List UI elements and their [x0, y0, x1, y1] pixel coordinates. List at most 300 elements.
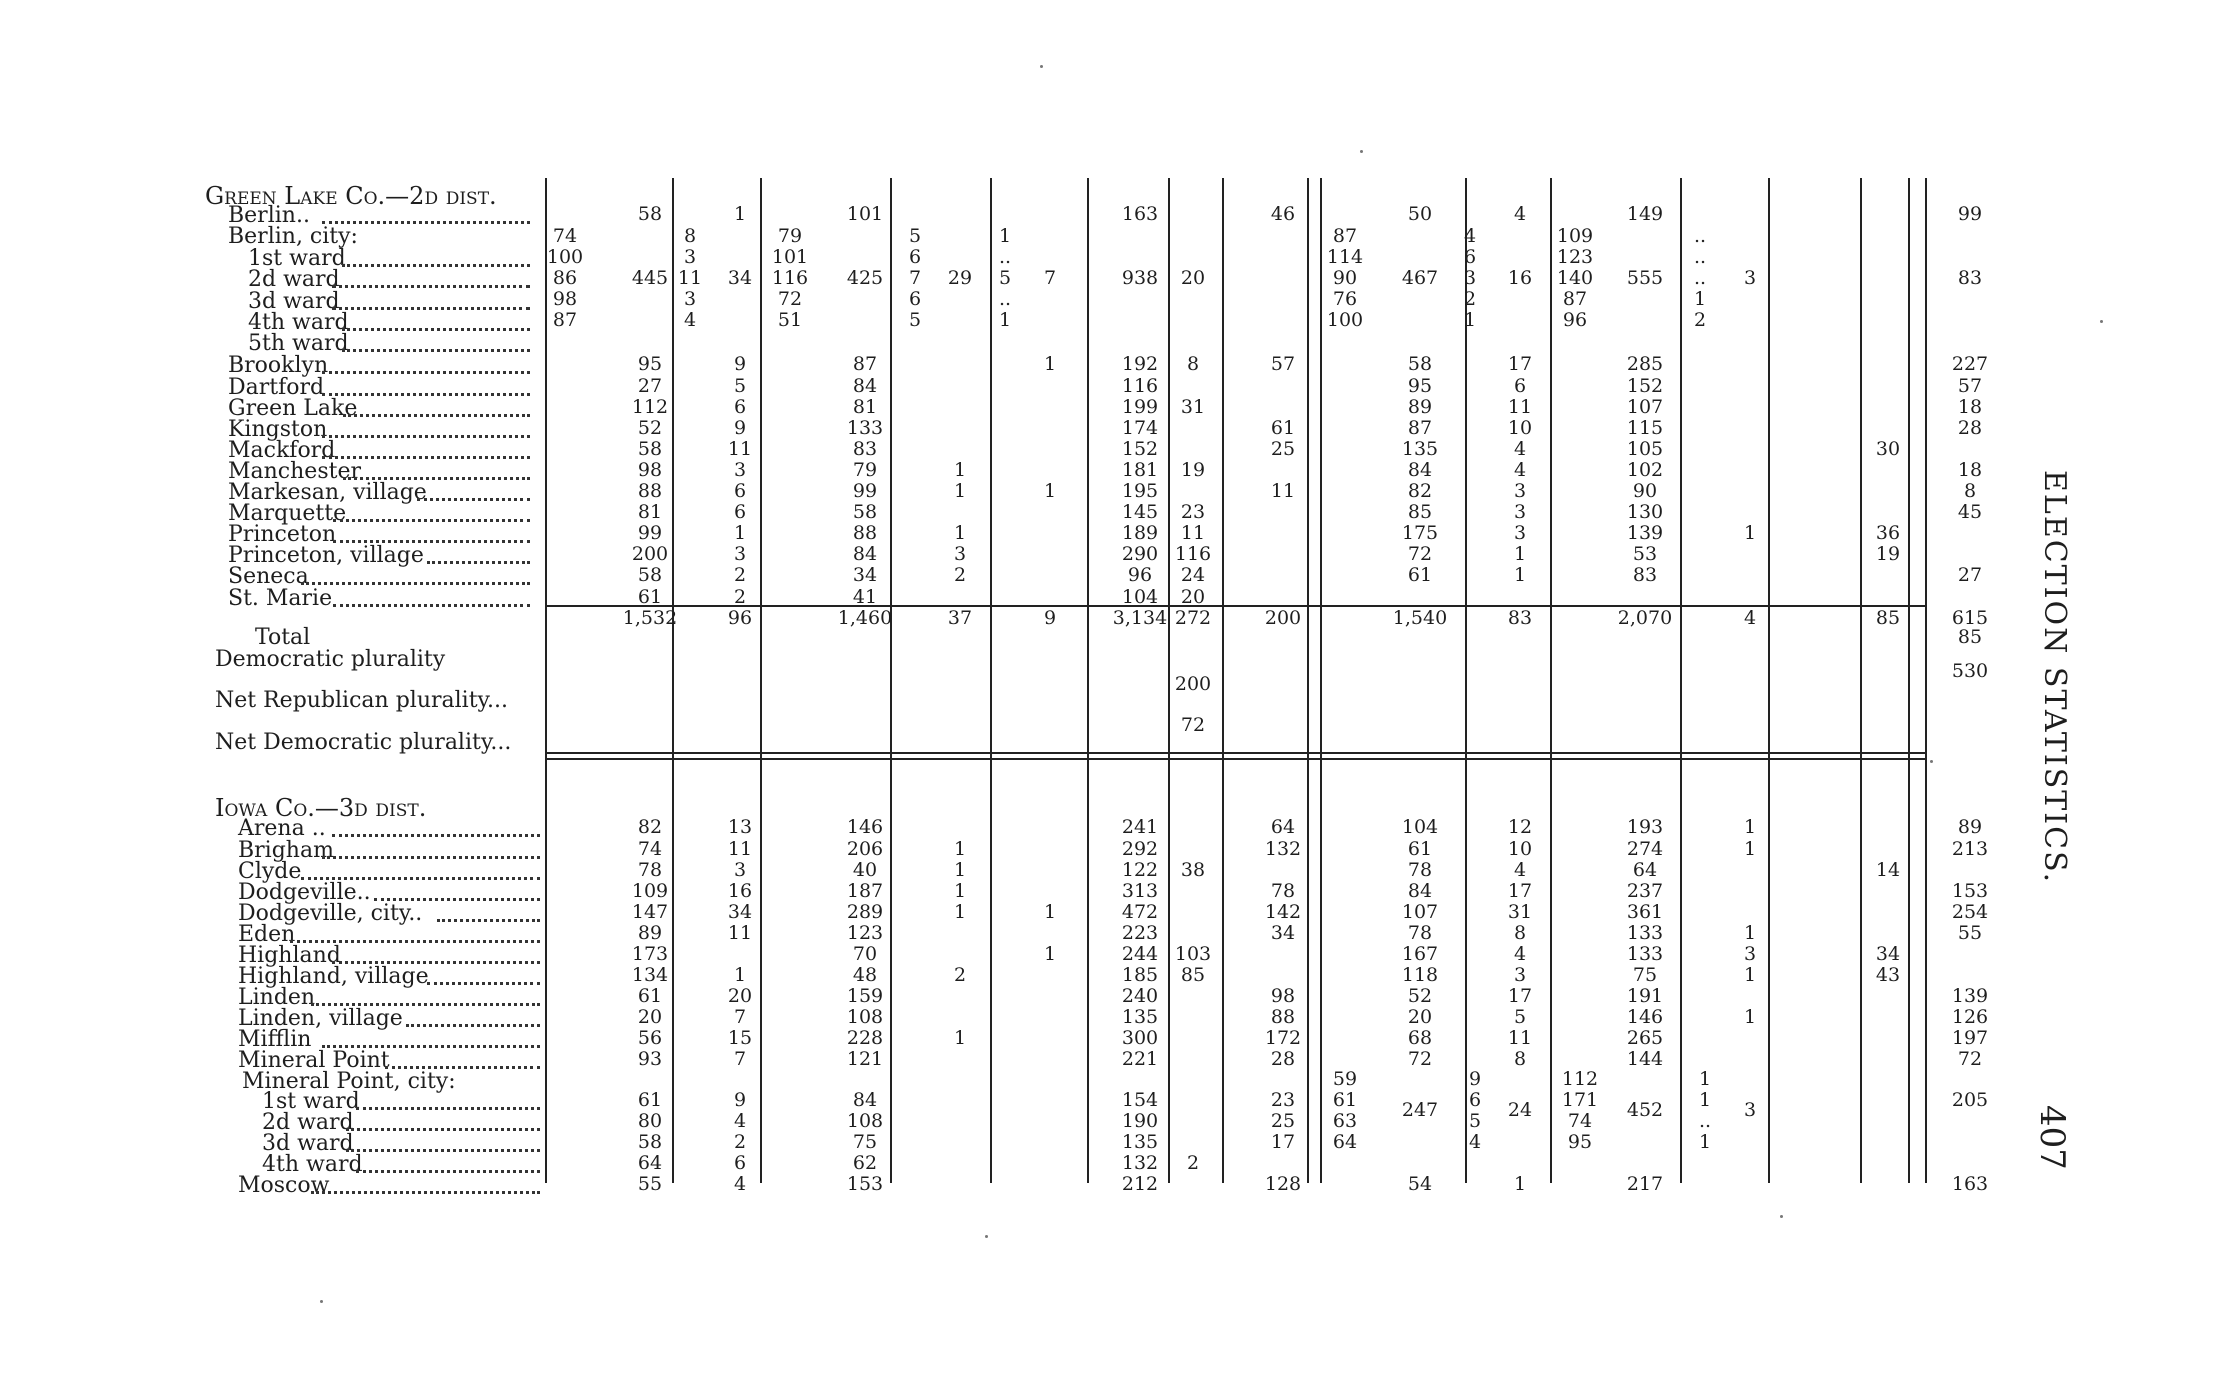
cell-value: 1	[953, 859, 967, 881]
cell-value: 30	[1875, 438, 1901, 460]
ward-value: 3	[683, 288, 697, 310]
ward-value: 123	[1556, 246, 1594, 268]
ward-value: 112	[1561, 1068, 1599, 1090]
cell-value: 6	[1513, 375, 1527, 397]
cell-value: 147	[631, 901, 669, 923]
leader-dots	[417, 498, 531, 501]
cell-value: 292	[1121, 838, 1159, 860]
row-label: Princeton, village	[228, 543, 424, 568]
ward-value: 1	[998, 225, 1012, 247]
cell-value: 8	[1513, 922, 1527, 944]
cell-value: 11	[727, 922, 753, 944]
cell-value: 102	[1626, 459, 1664, 481]
ward-value: ..	[1698, 1110, 1712, 1132]
cell-value: 38	[1180, 859, 1206, 881]
cell-value: 132	[1264, 838, 1302, 860]
column-rule	[1087, 178, 1089, 1183]
cell-value: 5	[733, 375, 747, 397]
ward-value: 116	[771, 267, 809, 289]
total-value: 3,134	[1112, 607, 1168, 629]
leader-dots	[332, 307, 531, 310]
ward-value: 87	[1332, 225, 1358, 247]
cell-value: 4	[1513, 203, 1527, 225]
cell-value: 1	[953, 480, 967, 502]
cell-value: 2	[1186, 1152, 1200, 1174]
total-value: 1,460	[837, 607, 893, 629]
cell-value: 84	[852, 543, 878, 565]
cell-value: 1	[1043, 480, 1057, 502]
cell-value: 163	[1951, 1173, 1989, 1195]
ward-value: 100	[546, 246, 584, 268]
cell-value: 61	[1270, 417, 1296, 439]
cell-value: 189	[1121, 522, 1159, 544]
cell-value: 62	[852, 1152, 878, 1174]
ward-value: 5	[1468, 1110, 1482, 1132]
cell-value: 31	[1180, 396, 1206, 418]
cell-value: 25	[1270, 438, 1296, 460]
cell-value: 174	[1121, 417, 1159, 439]
cell-value: 54	[1407, 1173, 1433, 1195]
row-label: Green Lake	[228, 396, 358, 421]
cell-value: 142	[1264, 901, 1302, 923]
leader-dots	[322, 371, 530, 374]
cell-value: 82	[1407, 480, 1433, 502]
cell-value: 61	[637, 586, 663, 608]
cell-value: 109	[631, 880, 669, 902]
city-total: 20	[1180, 267, 1206, 289]
cell-value: 118	[1401, 964, 1439, 986]
cell-value: 289	[846, 901, 884, 923]
cell-value: 1	[733, 522, 747, 544]
cell-value: 11	[1507, 396, 1533, 418]
cell-value: 61	[1407, 838, 1433, 860]
cell-value: 46	[1270, 203, 1296, 225]
ward-value: 2	[1463, 288, 1477, 310]
cell-value: 290	[1121, 543, 1159, 565]
cell-value: 240	[1121, 985, 1159, 1007]
plurality-label: Net Republican plurality...	[215, 688, 509, 713]
cell-value: 193	[1626, 816, 1664, 838]
leader-dots	[343, 414, 530, 417]
cell-value: 1	[953, 1027, 967, 1049]
cell-value: 17	[1270, 1131, 1296, 1153]
ward-value: 6	[908, 288, 922, 310]
ward-value: 98	[552, 288, 578, 310]
row-label: 4th ward	[262, 1152, 363, 1177]
cell-value: 1	[1513, 1173, 1527, 1195]
cell-value: 4	[1513, 859, 1527, 881]
leader-dots	[342, 328, 530, 331]
cell-value: 122	[1121, 859, 1159, 881]
ward-value: 72	[777, 288, 803, 310]
total-value: 85	[1875, 607, 1901, 629]
row-label: Highland, village	[238, 964, 429, 989]
column-rule	[1768, 178, 1770, 1183]
city-total: 83	[1957, 267, 1983, 289]
cell-value: 2	[733, 1131, 747, 1153]
cell-value: 20	[1180, 586, 1206, 608]
cell-value: 3	[733, 859, 747, 881]
cell-value: 133	[846, 417, 884, 439]
ward-value: 76	[1332, 288, 1358, 310]
cell-value: 1	[1743, 522, 1757, 544]
row-label: Manchester	[228, 459, 361, 484]
leader-dots	[346, 1128, 541, 1131]
cell-value: 55	[637, 1173, 663, 1195]
cell-value: 78	[1407, 922, 1433, 944]
cell-value: 244	[1121, 943, 1159, 965]
cell-value: 191	[1626, 985, 1664, 1007]
cell-value: 159	[846, 985, 884, 1007]
cell-value: 313	[1121, 880, 1159, 902]
cell-value: 11	[727, 838, 753, 860]
cell-value: 84	[852, 375, 878, 397]
cell-value: 41	[852, 586, 878, 608]
ward-value: 1	[1463, 309, 1477, 331]
cell-value: 112	[631, 396, 669, 418]
cell-value: 87	[1407, 417, 1433, 439]
ward-value: 63	[1332, 1110, 1358, 1132]
cell-value: 57	[1957, 375, 1983, 397]
city-total: 29	[947, 267, 973, 289]
column-rule	[1307, 178, 1309, 1183]
cell-value: 1	[1513, 564, 1527, 586]
cell-value: 27	[1957, 564, 1983, 586]
leader-dots	[406, 1024, 541, 1027]
row-label: Mackford	[228, 438, 336, 463]
ward-value: 5	[908, 225, 922, 247]
row-label: St. Marie	[228, 586, 333, 611]
plurality-value: 72	[1180, 714, 1206, 736]
row-label: Markesan, village	[228, 480, 427, 505]
ward-value: 5	[998, 267, 1012, 289]
plurality-value: 530	[1951, 660, 1989, 682]
ward-value: 7	[908, 267, 922, 289]
cell-value: 1	[953, 880, 967, 902]
cell-value: 144	[1626, 1048, 1664, 1070]
cell-value: 8	[1513, 1048, 1527, 1070]
cell-value: 10	[1507, 838, 1533, 860]
cell-value: 34	[1875, 943, 1901, 965]
cell-value: 84	[1407, 880, 1433, 902]
cell-value: 254	[1951, 901, 1989, 923]
city-total: 34	[727, 267, 753, 289]
cell-value: 3	[1513, 501, 1527, 523]
cell-value: 43	[1875, 964, 1901, 986]
city-total: 16	[1507, 267, 1533, 289]
cell-value: 3	[953, 543, 967, 565]
cell-value: 82	[637, 816, 663, 838]
city-total: 425	[846, 267, 884, 289]
cell-value: 98	[637, 459, 663, 481]
cell-value: 72	[1957, 1048, 1983, 1070]
city-total: 938	[1121, 267, 1159, 289]
total-value: 1,540	[1392, 607, 1448, 629]
cell-value: 78	[637, 859, 663, 881]
cell-value: 64	[637, 1152, 663, 1174]
cell-value: 89	[1407, 396, 1433, 418]
city-total: 7	[1043, 267, 1057, 289]
cell-value: 4	[1513, 438, 1527, 460]
cell-value: 89	[1957, 816, 1983, 838]
cell-value: 472	[1121, 901, 1159, 923]
ward-value: 2	[1693, 309, 1707, 331]
city-total: 445	[631, 267, 669, 289]
row-label: 2d ward	[248, 267, 340, 292]
cell-value: 139	[1626, 522, 1664, 544]
cell-value: 93	[637, 1048, 663, 1070]
total-rule	[545, 605, 1925, 607]
cell-value: 153	[1951, 880, 1989, 902]
column-rule	[990, 178, 992, 1183]
section-rule	[545, 752, 1925, 754]
cell-value: 90	[1632, 480, 1658, 502]
ward-value: 100	[1326, 309, 1364, 331]
cell-value: 1	[1743, 922, 1757, 944]
cell-value: 185	[1121, 964, 1159, 986]
cell-value: 78	[1270, 880, 1296, 902]
leader-dots	[301, 582, 530, 585]
cell-value: 133	[1626, 943, 1664, 965]
cell-value: 11	[1507, 1027, 1533, 1049]
total-value: 9	[1043, 607, 1057, 629]
cell-value: 3	[1513, 964, 1527, 986]
row-label: 3d ward	[262, 1131, 354, 1156]
cell-value: 217	[1626, 1173, 1664, 1195]
cell-value: 8	[1963, 480, 1977, 502]
column-rule	[1860, 178, 1862, 1183]
cell-value: 2	[953, 964, 967, 986]
ward-value: 1	[1698, 1131, 1712, 1153]
city-total: 555	[1626, 267, 1664, 289]
cell-value: 227	[1951, 353, 1989, 375]
total-value: 83	[1507, 607, 1533, 629]
ward-value: 114	[1326, 246, 1364, 268]
cell-value: 163	[1121, 203, 1159, 225]
ward-value: 6	[908, 246, 922, 268]
cell-value: 78	[1407, 859, 1433, 881]
row-label: Berlin..	[228, 203, 310, 228]
row-label: 4th ward	[248, 310, 349, 335]
cell-value: 34	[1270, 922, 1296, 944]
cell-value: 1	[1743, 816, 1757, 838]
cell-value: 70	[852, 943, 878, 965]
cell-value: 153	[846, 1173, 884, 1195]
cell-value: 15	[727, 1027, 753, 1049]
row-label: Dartford	[228, 375, 325, 400]
scan-speck	[2100, 320, 2103, 323]
cell-value: 18	[1957, 396, 1983, 418]
leader-dots	[332, 285, 531, 288]
row-label: Moscow	[238, 1173, 330, 1198]
cell-value: 98	[1270, 985, 1296, 1007]
cell-value: 130	[1626, 501, 1664, 523]
cell-value: 107	[1401, 901, 1439, 923]
cell-value: 104	[1121, 586, 1159, 608]
cell-value: 221	[1121, 1048, 1159, 1070]
total-label: Total	[255, 625, 311, 650]
leader-dots	[322, 435, 530, 438]
city-label: Mineral Point, city:	[242, 1069, 456, 1094]
ward-value: 11	[677, 267, 703, 289]
cell-value: 1	[1743, 838, 1757, 860]
cell-value: 205	[1951, 1089, 1989, 1111]
cell-value: 108	[846, 1110, 884, 1132]
section-rule	[545, 758, 1925, 760]
cell-value: 237	[1626, 880, 1664, 902]
scan-speck	[320, 1300, 323, 1303]
cell-value: 81	[852, 396, 878, 418]
cell-value: 88	[852, 522, 878, 544]
cell-value: 3	[1743, 943, 1757, 965]
cell-value: 7	[733, 1006, 747, 1028]
cell-value: 3	[1513, 522, 1527, 544]
cell-value: 53	[1632, 543, 1658, 565]
cell-value: 1	[1513, 543, 1527, 565]
row-label: 5th ward	[248, 331, 349, 356]
ward-value: 3	[683, 246, 697, 268]
city-total: 247	[1401, 1099, 1439, 1121]
cell-value: 75	[852, 1131, 878, 1153]
cell-value: 1	[733, 203, 747, 225]
cell-value: 115	[1626, 417, 1664, 439]
cell-value: 187	[846, 880, 884, 902]
ward-value: 74	[552, 225, 578, 247]
ward-value: 140	[1556, 267, 1594, 289]
cell-value: 84	[1407, 459, 1433, 481]
cell-value: 64	[1632, 859, 1658, 881]
cell-value: 149	[1626, 203, 1664, 225]
cell-value: 83	[852, 438, 878, 460]
row-label: Linden, village	[238, 1006, 403, 1031]
cell-value: 104	[1401, 816, 1439, 838]
cell-value: 61	[1407, 564, 1433, 586]
ward-value: 79	[777, 225, 803, 247]
ward-value: 90	[1332, 267, 1358, 289]
cell-value: 56	[637, 1027, 663, 1049]
cell-value: 206	[846, 838, 884, 860]
cell-value: 3	[733, 459, 747, 481]
ward-value: 61	[1332, 1089, 1358, 1111]
ward-value: 74	[1567, 1110, 1593, 1132]
cell-value: 1	[1743, 964, 1757, 986]
cell-value: 134	[631, 964, 669, 986]
row-label: Princeton	[228, 522, 337, 547]
cell-value: 20	[637, 1006, 663, 1028]
ward-value: 51	[777, 309, 803, 331]
ward-value: 87	[552, 309, 578, 331]
cell-value: 126	[1951, 1006, 1989, 1028]
cell-value: 152	[1626, 375, 1664, 397]
cell-value: 195	[1121, 480, 1159, 502]
cell-value: 2	[953, 564, 967, 586]
leader-dots	[333, 519, 531, 522]
ward-value: 86	[552, 267, 578, 289]
cell-value: 175	[1401, 522, 1439, 544]
scan-speck	[1040, 65, 1043, 68]
cell-value: 8	[1186, 353, 1200, 375]
cell-value: 2	[733, 586, 747, 608]
cell-value: 228	[846, 1027, 884, 1049]
county-header: Iowa Co.—3d dist.	[215, 794, 427, 822]
cell-value: 58	[852, 501, 878, 523]
cell-value: 135	[1121, 1006, 1159, 1028]
cell-value: 89	[637, 922, 663, 944]
city-total: 3	[1743, 1099, 1757, 1121]
plurality-value: 200	[1174, 673, 1212, 695]
cell-value: 52	[637, 417, 663, 439]
total-value: 615	[1951, 607, 1989, 629]
cell-value: 28	[1957, 417, 1983, 439]
running-title: ELECTION STATISTICS.	[2037, 470, 2072, 885]
ward-value: 1	[1693, 288, 1707, 310]
ward-value: 3	[1463, 267, 1477, 289]
cell-value: 1	[953, 522, 967, 544]
city-total: 3	[1743, 267, 1757, 289]
row-label: Brigham	[238, 838, 334, 863]
ward-value: 4	[1463, 225, 1477, 247]
ward-value: ..	[1693, 246, 1707, 268]
cell-value: 3	[1513, 480, 1527, 502]
row-label: Brooklyn	[228, 353, 329, 378]
ward-value: 6	[1463, 246, 1477, 268]
plurality-label: Democratic plurality	[215, 647, 446, 672]
cell-value: 1	[1043, 353, 1057, 375]
cell-value: 152	[1121, 438, 1159, 460]
cell-value: 18	[1957, 459, 1983, 481]
total-value: 2,070	[1617, 607, 1673, 629]
cell-value: 58	[637, 203, 663, 225]
row-label: 1st ward	[262, 1089, 360, 1114]
cell-value: 23	[1180, 501, 1206, 523]
cell-value: 199	[1121, 396, 1159, 418]
city-total: 24	[1507, 1099, 1533, 1121]
total-value: 37	[947, 607, 973, 629]
leader-dots	[342, 349, 530, 352]
cell-value: 27	[637, 375, 663, 397]
cell-value: 84	[852, 1089, 878, 1111]
page-number: 407	[2032, 1105, 2072, 1170]
cell-value: 3	[733, 543, 747, 565]
leader-dots	[333, 604, 531, 607]
cell-value: 154	[1121, 1089, 1159, 1111]
leader-dots	[342, 264, 530, 267]
ward-value: 1	[1698, 1089, 1712, 1111]
cell-value: 88	[1270, 1006, 1296, 1028]
cell-value: 285	[1626, 353, 1664, 375]
plurality-label: Net Democratic plurality...	[215, 730, 512, 755]
cell-value: 52	[1407, 985, 1433, 1007]
cell-value: 172	[1264, 1027, 1302, 1049]
ward-value: 64	[1332, 1131, 1358, 1153]
cell-value: 9	[733, 353, 747, 375]
cell-value: 9	[733, 1089, 747, 1111]
cell-value: 16	[727, 880, 753, 902]
cell-value: 4	[733, 1173, 747, 1195]
cell-value: 85	[1180, 964, 1206, 986]
cell-value: 2	[733, 564, 747, 586]
cell-value: 7	[733, 1048, 747, 1070]
cell-value: 14	[1875, 859, 1901, 881]
cell-value: 107	[1626, 396, 1664, 418]
cell-value: 68	[1407, 1027, 1433, 1049]
leader-dots	[346, 1149, 541, 1152]
column-rule	[1320, 178, 1322, 1183]
column-rule	[890, 178, 892, 1183]
ward-value: 5	[908, 309, 922, 331]
ward-value: 109	[1556, 225, 1594, 247]
column-rule	[1908, 178, 1910, 1183]
